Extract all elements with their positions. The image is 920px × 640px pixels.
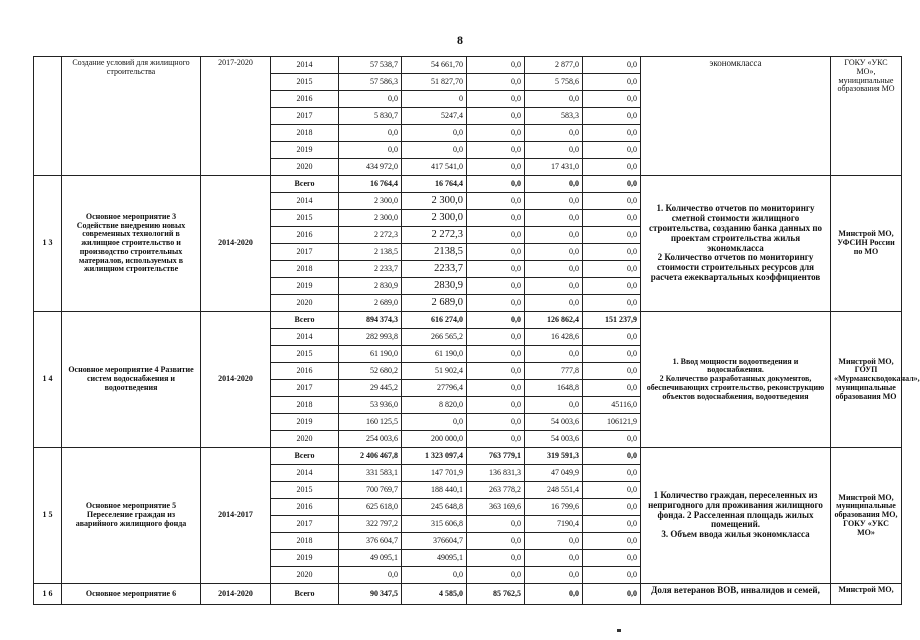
funding-cell-c3: 0,0 xyxy=(525,584,583,605)
responsible-executors: Минстрой МО, УФСИН России по МО xyxy=(831,176,902,312)
activity-title: Основное мероприятие 5 Переселение граждан из аварийного жилищного фонда xyxy=(62,448,201,584)
funding-cell-c1: 4 585,0 xyxy=(402,584,467,605)
funding-cell-c3: 2 877,0 xyxy=(525,57,583,74)
funding-cell-total: 254 003,6 xyxy=(339,431,402,448)
activity-number: 1 5 xyxy=(34,448,62,584)
funding-cell-c3: 0,0 xyxy=(525,397,583,414)
funding-cell-total: 90 347,5 xyxy=(339,584,402,605)
funding-cell-c2: 136 831,3 xyxy=(467,465,525,482)
funding-cell-total: 2 138,5 xyxy=(339,244,402,261)
funding-cell-c1: 27796,4 xyxy=(402,380,467,397)
year-cell: 2019 xyxy=(271,142,339,159)
funding-cell-c3: 7190,4 xyxy=(525,516,583,533)
funding-cell-c1: 61 190,0 xyxy=(402,346,467,363)
activity-number: 1 4 xyxy=(34,312,62,448)
funding-cell-c4: 0,0 xyxy=(583,159,641,176)
funding-cell-c3: 0,0 xyxy=(525,193,583,210)
funding-cell-c4: 0,0 xyxy=(583,431,641,448)
activity-title: Основное мероприятие 6 xyxy=(62,584,201,605)
funding-cell-c1: 266 565,2 xyxy=(402,329,467,346)
funding-cell-c4: 0,0 xyxy=(583,363,641,380)
funding-cell-c1: 51 827,70 xyxy=(402,74,467,91)
funding-cell-c1: 0,0 xyxy=(402,142,467,159)
funding-cell-c2: 0,0 xyxy=(467,397,525,414)
funding-cell-c4: 0,0 xyxy=(583,227,641,244)
funding-cell-c2: 0,0 xyxy=(467,380,525,397)
activity-period: 2014-2017 xyxy=(201,448,271,584)
funding-cell-c3: 0,0 xyxy=(525,142,583,159)
funding-cell-c4: 0,0 xyxy=(583,516,641,533)
funding-cell-c2: 0,0 xyxy=(467,159,525,176)
funding-cell-total: 2 272,3 xyxy=(339,227,402,244)
funding-cell-c3: 16 799,6 xyxy=(525,499,583,516)
funding-cell-c3: 0,0 xyxy=(525,210,583,227)
year-cell: 2020 xyxy=(271,567,339,584)
responsible-executors: ГОКУ «УКС МО», муниципальные образования МО xyxy=(831,57,902,176)
funding-cell-c3: 0,0 xyxy=(525,227,583,244)
year-cell: 2019 xyxy=(271,414,339,431)
funding-cell-total: 700 769,7 xyxy=(339,482,402,499)
funding-cell-c1: 5247,4 xyxy=(402,108,467,125)
funding-cell-c2: 263 778,2 xyxy=(467,482,525,499)
funding-cell-total: 61 190,0 xyxy=(339,346,402,363)
funding-cell-c2: 0,0 xyxy=(467,346,525,363)
funding-cell-c3: 54 003,6 xyxy=(525,431,583,448)
responsible-executors: Минстрой МО, xyxy=(831,584,902,605)
funding-cell-c1: 376604,7 xyxy=(402,533,467,550)
funding-cell-c4: 106121,9 xyxy=(583,414,641,431)
funding-cell-c3: 319 591,3 xyxy=(525,448,583,465)
activity-number xyxy=(34,57,62,176)
funding-cell-c1: 16 764,4 xyxy=(402,176,467,193)
funding-cell-total: 53 936,0 xyxy=(339,397,402,414)
funding-cell-c4: 0,0 xyxy=(583,448,641,465)
funding-cell-c1: 54 661,70 xyxy=(402,57,467,74)
year-cell: 2017 xyxy=(271,108,339,125)
funding-cell-c4: 0,0 xyxy=(583,533,641,550)
funding-cell-c1: 0 xyxy=(402,91,467,108)
funding-cell-c1: 49095,1 xyxy=(402,550,467,567)
year-cell: 2017 xyxy=(271,244,339,261)
funding-cell-c2: 0,0 xyxy=(467,516,525,533)
funding-cell-c2: 0,0 xyxy=(467,193,525,210)
funding-cell-total: 625 618,0 xyxy=(339,499,402,516)
funding-cell-total: 331 583,1 xyxy=(339,465,402,482)
year-cell: 2015 xyxy=(271,346,339,363)
funding-cell-total: 0,0 xyxy=(339,125,402,142)
funding-cell-total: 434 972,0 xyxy=(339,159,402,176)
funding-cell-c2: 0,0 xyxy=(467,278,525,295)
funding-cell-c1: 2 300,0 xyxy=(402,210,467,227)
year-cell: 2017 xyxy=(271,516,339,533)
funding-cell-c1: 8 820,0 xyxy=(402,397,467,414)
funding-cell-total: 0,0 xyxy=(339,91,402,108)
funding-cell-c4: 0,0 xyxy=(583,125,641,142)
funding-cell-c2: 0,0 xyxy=(467,91,525,108)
funding-cell-c3: 0,0 xyxy=(525,125,583,142)
table-row xyxy=(34,584,902,605)
funding-cell-c2: 0,0 xyxy=(467,227,525,244)
target-indicators: экономкласса xyxy=(641,57,831,176)
funding-cell-c4: 0,0 xyxy=(583,499,641,516)
funding-cell-c4: 0,0 xyxy=(583,380,641,397)
funding-cell-total: 0,0 xyxy=(339,567,402,584)
funding-cell-total: 160 125,5 xyxy=(339,414,402,431)
year-cell: 2014 xyxy=(271,329,339,346)
year-cell: 2020 xyxy=(271,431,339,448)
funding-cell-c2: 0,0 xyxy=(467,57,525,74)
funding-cell-c1: 616 274,0 xyxy=(402,312,467,329)
funding-cell-c2: 0,0 xyxy=(467,142,525,159)
funding-cell-c4: 0,0 xyxy=(583,210,641,227)
year-cell: Всего xyxy=(271,312,339,329)
funding-cell-c4: 45116,0 xyxy=(583,397,641,414)
funding-cell-c1: 2 272,3 xyxy=(402,227,467,244)
responsible-executors: Минстрой МО, ГОУП «Мурманскводоканал», муниципальные образования МО xyxy=(831,312,902,448)
funding-cell-c3: 583,3 xyxy=(525,108,583,125)
funding-cell-c4: 0,0 xyxy=(583,465,641,482)
year-cell: 2016 xyxy=(271,363,339,380)
year-cell: 2014 xyxy=(271,57,339,74)
funding-cell-c2: 0,0 xyxy=(467,567,525,584)
funding-cell-c4: 0,0 xyxy=(583,193,641,210)
year-cell: Всего xyxy=(271,584,339,605)
funding-cell-c4: 151 237,9 xyxy=(583,312,641,329)
year-cell: 2020 xyxy=(271,159,339,176)
funding-cell-c2: 0,0 xyxy=(467,312,525,329)
funding-cell-c1: 2 689,0 xyxy=(402,295,467,312)
funding-cell-c1: 0,0 xyxy=(402,567,467,584)
funding-cell-c2: 0,0 xyxy=(467,210,525,227)
funding-cell-c3: 0,0 xyxy=(525,244,583,261)
activity-number: 1 6 xyxy=(34,584,62,605)
funding-cell-c4: 0,0 xyxy=(583,329,641,346)
funding-cell-c1: 0,0 xyxy=(402,125,467,142)
year-cell: 2016 xyxy=(271,91,339,108)
table-body xyxy=(34,57,920,605)
funding-cell-c4: 0,0 xyxy=(583,278,641,295)
funding-cell-total: 2 830,9 xyxy=(339,278,402,295)
year-cell: 2016 xyxy=(271,227,339,244)
year-cell: 2015 xyxy=(271,210,339,227)
year-cell: 2015 xyxy=(271,74,339,91)
funding-cell-c3: 0,0 xyxy=(525,295,583,312)
year-cell: 2020 xyxy=(271,295,339,312)
funding-cell-c3: 0,0 xyxy=(525,91,583,108)
funding-cell-c1: 2138,5 xyxy=(402,244,467,261)
funding-cell-c4: 0,0 xyxy=(583,550,641,567)
funding-cell-total: 322 797,2 xyxy=(339,516,402,533)
funding-cell-c1: 2830,9 xyxy=(402,278,467,295)
funding-cell-c4: 0,0 xyxy=(583,567,641,584)
funding-cell-c1: 51 902,4 xyxy=(402,363,467,380)
funding-cell-total: 2 300,0 xyxy=(339,193,402,210)
funding-cell-c4: 0,0 xyxy=(583,142,641,159)
table-row xyxy=(34,57,902,74)
activity-period: 2017-2020 xyxy=(201,57,271,176)
funding-cell-c4: 0,0 xyxy=(583,91,641,108)
funding-cell-total: 52 680,2 xyxy=(339,363,402,380)
funding-cell-total: 16 764,4 xyxy=(339,176,402,193)
funding-cell-c4: 0,0 xyxy=(583,584,641,605)
funding-cell-c2: 0,0 xyxy=(467,244,525,261)
funding-cell-c1: 245 648,8 xyxy=(402,499,467,516)
funding-cell-total: 57 586,3 xyxy=(339,74,402,91)
funding-cell-c2: 0,0 xyxy=(467,533,525,550)
year-cell: Всего xyxy=(271,176,339,193)
activity-title: Основное мероприятие 3 Содействие внедрению новых современных технологий в жилищное строительство и производство строительных материалов, используемых в жилищном строительстве xyxy=(62,176,201,312)
funding-cell-total: 0,0 xyxy=(339,142,402,159)
funding-cell-c3: 17 431,0 xyxy=(525,159,583,176)
table-row xyxy=(34,448,902,465)
funding-cell-c2: 0,0 xyxy=(467,176,525,193)
funding-cell-c3: 5 758,6 xyxy=(525,74,583,91)
funding-cell-c2: 0,0 xyxy=(467,414,525,431)
funding-cell-c2: 763 779,1 xyxy=(467,448,525,465)
year-cell: 2018 xyxy=(271,125,339,142)
funding-cell-total: 57 538,7 xyxy=(339,57,402,74)
activity-title: Создание условий для жилищного строительства xyxy=(62,57,201,176)
funding-cell-c3: 0,0 xyxy=(525,261,583,278)
funding-cell-c1: 2233,7 xyxy=(402,261,467,278)
funding-cell-c3: 47 049,9 xyxy=(525,465,583,482)
funding-cell-c1: 188 440,1 xyxy=(402,482,467,499)
activity-period: 2014-2020 xyxy=(201,312,271,448)
target-indicators: 1 Количество граждан, переселенных из непригодного для проживания жилищного фонда. 2 Расселенная площадь жилых помещений. 3. Объем ввода жилья экономкласса xyxy=(641,448,831,584)
funding-cell-c3: 54 003,6 xyxy=(525,414,583,431)
funding-cell-total: 282 993,8 xyxy=(339,329,402,346)
funding-cell-c2: 85 762,5 xyxy=(467,584,525,605)
funding-cell-c2: 0,0 xyxy=(467,108,525,125)
funding-cell-c3: 0,0 xyxy=(525,278,583,295)
year-cell: 2016 xyxy=(271,499,339,516)
table-row xyxy=(34,312,902,329)
target-indicators: 1. Ввод мощности водоотведения и водоснабжения. 2 Количество разработанных документов, обеспечивающих строительство, реконструкцию объектов водоснабжения, водоотведения xyxy=(641,312,831,448)
funding-cell-c3: 0,0 xyxy=(525,176,583,193)
year-cell: 2018 xyxy=(271,533,339,550)
funding-cell-c4: 0,0 xyxy=(583,346,641,363)
year-cell: 2019 xyxy=(271,550,339,567)
funding-cell-c3: 0,0 xyxy=(525,550,583,567)
scan-artifact-mark xyxy=(617,629,621,632)
funding-cell-total: 894 374,3 xyxy=(339,312,402,329)
funding-cell-c2: 0,0 xyxy=(467,431,525,448)
funding-cell-c2: 0,0 xyxy=(467,74,525,91)
year-cell: 2018 xyxy=(271,261,339,278)
funding-cell-total: 2 689,0 xyxy=(339,295,402,312)
funding-cell-c3: 16 428,6 xyxy=(525,329,583,346)
year-cell: 2019 xyxy=(271,278,339,295)
table-row xyxy=(34,176,902,193)
funding-cell-c3: 777,8 xyxy=(525,363,583,380)
funding-cell-c2: 0,0 xyxy=(467,550,525,567)
funding-cell-c4: 0,0 xyxy=(583,244,641,261)
activity-period: 2014-2020 xyxy=(201,176,271,312)
funding-cell-c1: 0,0 xyxy=(402,414,467,431)
funding-cell-c2: 0,0 xyxy=(467,363,525,380)
activity-number: 1 3 xyxy=(34,176,62,312)
funding-cell-c2: 0,0 xyxy=(467,329,525,346)
funding-cell-c1: 417 541,0 xyxy=(402,159,467,176)
funding-cell-c3: 248 551,4 xyxy=(525,482,583,499)
funding-cell-c4: 0,0 xyxy=(583,57,641,74)
year-cell: Всего xyxy=(271,448,339,465)
funding-cell-c3: 126 862,4 xyxy=(525,312,583,329)
funding-cell-total: 5 830,7 xyxy=(339,108,402,125)
funding-cell-c4: 0,0 xyxy=(583,74,641,91)
funding-cell-c2: 363 169,6 xyxy=(467,499,525,516)
funding-cell-c3: 1648,8 xyxy=(525,380,583,397)
funding-cell-c4: 0,0 xyxy=(583,482,641,499)
funding-cell-c4: 0,0 xyxy=(583,295,641,312)
funding-cell-total: 376 604,7 xyxy=(339,533,402,550)
funding-cell-c2: 0,0 xyxy=(467,261,525,278)
funding-cell-c1: 200 000,0 xyxy=(402,431,467,448)
target-indicators: 1. Количество отчетов по мониторингу сметной стоимости жилищного строительства, созданию банка данных по проектам строительства жилья экономкласса 2 Количество отчетов по мониторингу стоимости строительных ресурсов для расчета ежеквартальных коэффициентов xyxy=(641,176,831,312)
funding-cell-c2: 0,0 xyxy=(467,295,525,312)
funding-cell-c1: 315 606,8 xyxy=(402,516,467,533)
responsible-executors: Минстрой МО, муниципальные образования МО, ГОКУ «УКС МО» xyxy=(831,448,902,584)
funding-cell-c3: 0,0 xyxy=(525,533,583,550)
activity-period: 2014-2020 xyxy=(201,584,271,605)
year-cell: 2014 xyxy=(271,193,339,210)
year-cell: 2018 xyxy=(271,397,339,414)
funding-cell-total: 49 095,1 xyxy=(339,550,402,567)
funding-cell-total: 2 406 467,8 xyxy=(339,448,402,465)
funding-cell-c2: 0,0 xyxy=(467,125,525,142)
program-activities-table xyxy=(33,56,920,605)
funding-cell-c1: 2 300,0 xyxy=(402,193,467,210)
funding-cell-c4: 0,0 xyxy=(583,261,641,278)
year-cell: 2015 xyxy=(271,482,339,499)
funding-cell-total: 29 445,2 xyxy=(339,380,402,397)
funding-cell-c4: 0,0 xyxy=(583,176,641,193)
activity-title: Основное мероприятие 4 Развитие систем водоснабжения и водоотведения xyxy=(62,312,201,448)
funding-cell-c1: 147 701,9 xyxy=(402,465,467,482)
funding-cell-c3: 0,0 xyxy=(525,346,583,363)
year-cell: 2017 xyxy=(271,380,339,397)
funding-cell-c1: 1 323 097,4 xyxy=(402,448,467,465)
page-number: 8 xyxy=(457,33,463,47)
funding-cell-c4: 0,0 xyxy=(583,108,641,125)
funding-cell-total: 2 300,0 xyxy=(339,210,402,227)
year-cell: 2014 xyxy=(271,465,339,482)
target-indicators: Доля ветеранов ВОВ, инвалидов и семей, xyxy=(641,584,831,605)
funding-cell-total: 2 233,7 xyxy=(339,261,402,278)
funding-cell-c3: 0,0 xyxy=(525,567,583,584)
